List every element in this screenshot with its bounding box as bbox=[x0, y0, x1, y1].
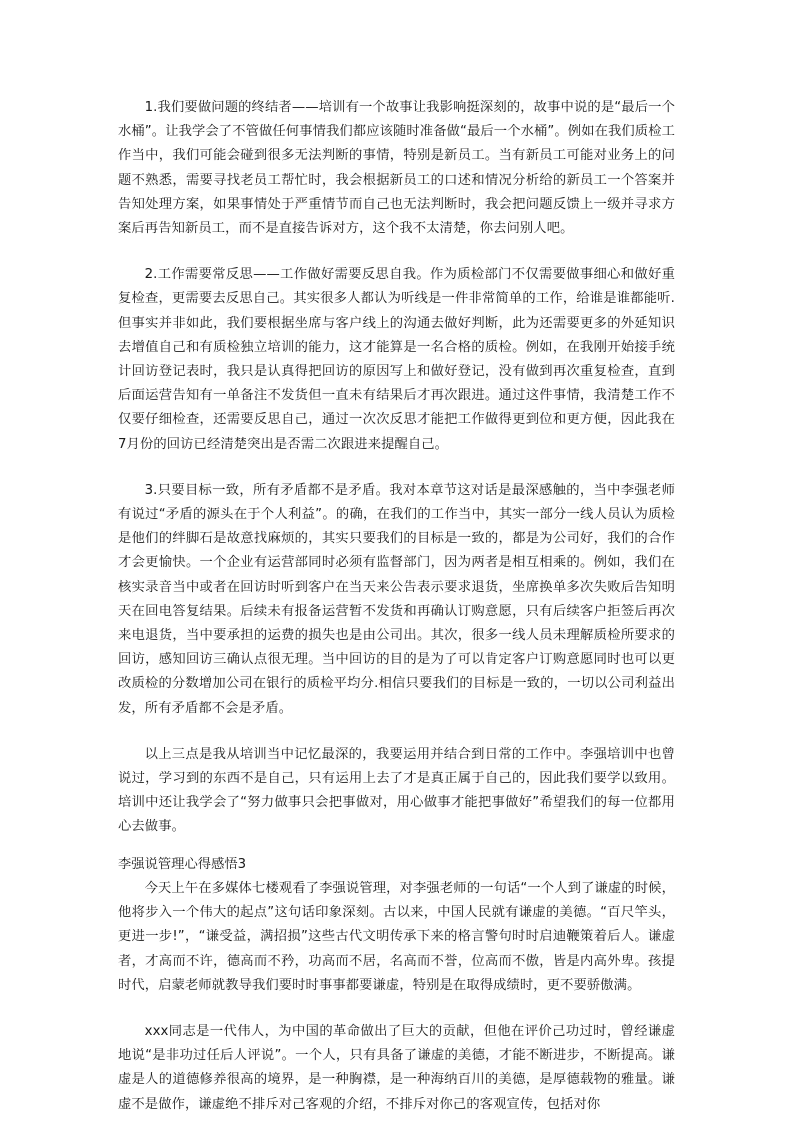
paragraph-common-goal: 3.只要目标一致，所有矛盾都不是矛盾。我对本章节这对话是最深感触的，当中李强老师有说过“矛盾的源头在于个人利益”。的确，在我们的工作当中，其实一部分一线人员认为质检是他们的绊脚石是故意找麻烦的，其实只要我们的目标是一致的，都是为公司好，我们的合作才会更愉快。一个企业有运营部同时必须有监督部门，因为两者是相互相乘的。例如，我们在核实录音当中或者在回访时听到客户在当天来公告表示要求退货，坐席换单多次失败后告知明天在回电答复结果。后续未有报备运营暂不发货和再确认订购意愿，只有后续客户拒签后再次来电退货，当中要承担的运费的损失也是由公司出。其次，很多一线人员未理解质检所要求的回访，感知回访三确认点很无理。当中回访的目的是为了可以肯定客户订购意愿同时也可以更改质检的分数增加公司在银行的质检平均分.相信只要我们的目标是一致的，一切以公司利益出发，所有矛盾都不会是矛盾。 bbox=[118, 482, 675, 716]
paragraph-reflection: 2.工作需要常反思——工作做好需要反思自我。作为质检部门不仅需要做事细心和做好重复检查，更需要去反思自己。其实很多人都认为听线是一件非常简单的工作，给谁是谁都能听.但事实并非如此，我们要根据坐席与客户线上的沟通去做好判断，此为还需要更多的外延知识去增值自己和有质检独立培训的能力，这才能算是一名合格的质检。例如，在我刚开始接手统计回访登记表时，我只是认真得把回访的原因写上和做好登记，没有做到再次重复检查，直到后面运营告知有一单备注不发货但一直未有结果后才再次跟进。通过这件事情，我清楚工作不仅要仔细检查，还需要反思自己，通过一次次反思才能把工作做得更到位和更方便，因此我在7月份的回访已经清楚突出是否需二次跟进来提醒自己。 bbox=[118, 267, 675, 452]
paragraph-humility: 今天上午在多媒体七楼观看了李强说管理，对李强老师的一句话“一个人到了谦虚的时候，他将步入一个伟大的起点”这句话印象深刻。古以来，中国人民就有谦虚的美德。“百尺竿头，更进一步!”，“谦受益，满招损”这些古代文明传承下来的格言警句时时启迪鞭策着后人。谦虚者，才高而不许，德高而不矜，功高而不居，名高而不誉，位高而不傲，皆是内高外卑。孩提时代，启蒙老师就教导我们要时时事事都要谦虚，特别是在取得成绩时，更不要骄傲满。 bbox=[118, 880, 675, 993]
paragraph-final-bucket: 1.我们要做问题的终结者——培训有一个故事让我影响挺深刻的，故事中说的是“最后一个水桶”。让我学会了不管做任何事情我们都应该随时准备做“最后一个水桶”。例如在我们质检工作当中，我们可能会碰到很多无法判断的事情，特别是新员工。当有新员工可能对业务上的问题不熟悉，需要寻找老员工帮忙时，我会根据新员工的口述和情况分析给的新员工一个答案并告知处理方案，如果事情处于严重情节而自己也无法判断时，我会把问题反馈上一级并寻求方案后再告知新员工，而不是直接告诉对方，这个我不太清楚，你去问别人吧。 bbox=[118, 100, 675, 237]
paragraph-great-man: xxx同志是一代伟人，为中国的革命做出了巨大的贡献，但他在评价己功过时，曾经谦虚地说“是非功过任后人评说”。一个人，只有具备了谦虚的美德，才能不断进步，不断提高。谦虚是人的道德修养很高的境界，是一种胸襟，是一种海纳百川的美德，是厚德载物的雅量。谦虚不是做作，谦虚绝不排斥对己客观的介绍，不排斥对你己的客观宣传，包括对你 bbox=[118, 1023, 675, 1112]
section-title: 李强说管理心得感悟3 bbox=[118, 856, 247, 872]
document-page bbox=[118, 96, 675, 1117]
paragraph-summary: 以上三点是我从培训当中记忆最深的，我要运用并结合到日常的工作中。李强培训中也曾说过，学习到的东西不是自己，只有运用上去了才是真正属于自己的，因此我们要学以致用。培训中还让我学会了“努力做事只会把事做对，用心做事才能把事做好”希望我们的每一位都用心去做事。 bbox=[118, 746, 675, 835]
